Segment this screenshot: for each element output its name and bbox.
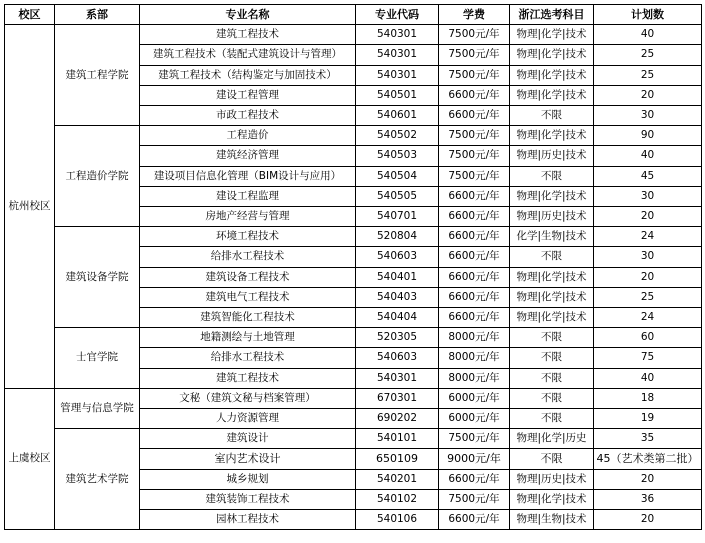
major-cell: 建筑经济管理 [140,146,356,166]
plan-cell: 20 [594,469,702,489]
major-cell: 文秘（建筑文秘与档案管理） [140,388,356,408]
major-cell: 建筑工程技术（结构鉴定与加固技术） [140,65,356,85]
code-cell: 690202 [356,409,439,429]
fee-cell: 8000元/年 [439,348,510,368]
major-cell: 建设工程管理 [140,85,356,105]
subjects-cell: 不限 [510,449,594,469]
subjects-cell: 不限 [510,368,594,388]
major-cell: 给排水工程技术 [140,348,356,368]
major-cell: 地籍测绘与土地管理 [140,328,356,348]
table-row [5,388,702,408]
code-cell: 540501 [356,85,439,105]
plan-cell: 40 [594,25,702,45]
code-cell: 540505 [356,186,439,206]
plan-cell: 20 [594,510,702,530]
major-cell: 城乡规划 [140,469,356,489]
major-cell: 给排水工程技术 [140,247,356,267]
code-cell: 540504 [356,166,439,186]
subjects-cell: 不限 [510,106,594,126]
header-campus: 校区 [5,5,55,25]
enrollment-plan-table [4,4,702,530]
code-cell: 670301 [356,388,439,408]
code-cell: 540401 [356,267,439,287]
plan-cell: 18 [594,388,702,408]
major-cell: 建筑工程技术 [140,368,356,388]
subjects-cell: 物理|化学|历史 [510,429,594,449]
table-row [5,328,702,348]
plan-cell: 36 [594,489,702,509]
plan-cell: 30 [594,186,702,206]
major-cell: 建筑工程技术 [140,25,356,45]
header-major: 专业名称 [140,5,356,25]
dept-cell-guanli: 管理与信息学院 [55,388,140,428]
major-cell: 市政工程技术 [140,106,356,126]
dept-cell-jianzhu: 建筑工程学院 [55,25,140,126]
fee-cell: 7500元/年 [439,45,510,65]
plan-cell: 20 [594,267,702,287]
dept-cell-yishu: 建筑艺术学院 [55,429,140,530]
code-cell: 540603 [356,348,439,368]
subjects-cell: 物理|历史|技术 [510,146,594,166]
plan-cell: 20 [594,85,702,105]
plan-cell: 24 [594,308,702,328]
fee-cell: 6600元/年 [439,469,510,489]
fee-cell: 6600元/年 [439,106,510,126]
major-cell: 室内艺术设计 [140,449,356,469]
plan-cell: 45（艺术类第二批） [594,449,702,469]
table-row [5,227,702,247]
major-cell: 环境工程技术 [140,227,356,247]
dept-cell-zaojia: 工程造价学院 [55,126,140,227]
code-cell: 520305 [356,328,439,348]
fee-cell: 7500元/年 [439,429,510,449]
code-cell: 540201 [356,469,439,489]
code-cell: 540102 [356,489,439,509]
major-cell: 房地产经营与管理 [140,207,356,227]
fee-cell: 6600元/年 [439,308,510,328]
subjects-cell: 物理|历史|技术 [510,469,594,489]
major-cell: 建筑电气工程技术 [140,287,356,307]
subjects-cell: 不限 [510,348,594,368]
major-cell: 建设项目信息化管理（BIM设计与应用） [140,166,356,186]
code-cell: 540503 [356,146,439,166]
table-row [5,126,702,146]
code-cell: 650109 [356,449,439,469]
subjects-cell: 物理|化学|技术 [510,489,594,509]
subjects-cell: 不限 [510,247,594,267]
table-row [5,429,702,449]
major-cell: 建筑设备工程技术 [140,267,356,287]
subjects-cell: 物理|化学|技术 [510,287,594,307]
subjects-cell: 物理|化学|技术 [510,65,594,85]
plan-cell: 25 [594,65,702,85]
subjects-cell: 物理|化学|技术 [510,45,594,65]
header-subjects: 浙江选考科目 [510,5,594,25]
fee-cell: 6600元/年 [439,227,510,247]
code-cell: 540701 [356,207,439,227]
code-cell: 540601 [356,106,439,126]
fee-cell: 7500元/年 [439,489,510,509]
code-cell: 540301 [356,45,439,65]
plan-cell: 45 [594,166,702,186]
plan-cell: 35 [594,429,702,449]
campus-cell-shangyu: 上虞校区 [5,388,55,529]
major-cell: 建筑装饰工程技术 [140,489,356,509]
fee-cell: 6600元/年 [439,247,510,267]
fee-cell: 8000元/年 [439,328,510,348]
plan-cell: 75 [594,348,702,368]
header-code: 专业代码 [356,5,439,25]
code-cell: 520804 [356,227,439,247]
campus-cell-hangzhou: 杭州校区 [5,25,55,389]
subjects-cell: 物理|化学|技术 [510,25,594,45]
plan-cell: 30 [594,106,702,126]
code-cell: 540301 [356,65,439,85]
major-cell: 建筑设计 [140,429,356,449]
major-cell: 建设工程监理 [140,186,356,206]
header-fee: 学费 [439,5,510,25]
subjects-cell: 物理|化学|技术 [510,308,594,328]
major-cell: 建筑智能化工程技术 [140,308,356,328]
fee-cell: 6600元/年 [439,85,510,105]
code-cell: 540301 [356,368,439,388]
plan-cell: 20 [594,207,702,227]
major-cell: 建筑工程技术（装配式建筑设计与管理） [140,45,356,65]
fee-cell: 6000元/年 [439,409,510,429]
code-cell: 540301 [356,25,439,45]
fee-cell: 7500元/年 [439,166,510,186]
subjects-cell: 物理|化学|技术 [510,186,594,206]
major-cell: 人力资源管理 [140,409,356,429]
header-department: 系部 [55,5,140,25]
subjects-cell: 物理|历史|技术 [510,207,594,227]
subjects-cell: 不限 [510,328,594,348]
subjects-cell: 物理|化学|技术 [510,126,594,146]
code-cell: 540603 [356,247,439,267]
dept-cell-shebei: 建筑设备学院 [55,227,140,328]
subjects-cell: 不限 [510,409,594,429]
fee-cell: 6600元/年 [439,510,510,530]
code-cell: 540404 [356,308,439,328]
subjects-cell: 化学|生物|技术 [510,227,594,247]
plan-cell: 25 [594,45,702,65]
fee-cell: 7500元/年 [439,146,510,166]
major-cell: 园林工程技术 [140,510,356,530]
subjects-cell: 物理|化学|技术 [510,85,594,105]
fee-cell: 7500元/年 [439,126,510,146]
subjects-cell: 物理|化学|技术 [510,267,594,287]
plan-cell: 25 [594,287,702,307]
code-cell: 540403 [356,287,439,307]
plan-cell: 40 [594,146,702,166]
header-plan: 计划数 [594,5,702,25]
dept-cell-shiguan: 士官学院 [55,328,140,389]
subjects-cell: 不限 [510,166,594,186]
fee-cell: 9000元/年 [439,449,510,469]
fee-cell: 7500元/年 [439,25,510,45]
subjects-cell: 不限 [510,388,594,408]
fee-cell: 8000元/年 [439,368,510,388]
fee-cell: 6000元/年 [439,388,510,408]
code-cell: 540502 [356,126,439,146]
code-cell: 540101 [356,429,439,449]
plan-cell: 19 [594,409,702,429]
major-cell: 工程造价 [140,126,356,146]
fee-cell: 6600元/年 [439,267,510,287]
plan-cell: 60 [594,328,702,348]
header-row [5,5,702,25]
code-cell: 540106 [356,510,439,530]
subjects-cell: 物理|生物|技术 [510,510,594,530]
plan-cell: 30 [594,247,702,267]
fee-cell: 6600元/年 [439,207,510,227]
fee-cell: 6600元/年 [439,287,510,307]
plan-cell: 90 [594,126,702,146]
fee-cell: 7500元/年 [439,65,510,85]
plan-cell: 40 [594,368,702,388]
table-row [5,25,702,45]
plan-cell: 24 [594,227,702,247]
fee-cell: 6600元/年 [439,186,510,206]
